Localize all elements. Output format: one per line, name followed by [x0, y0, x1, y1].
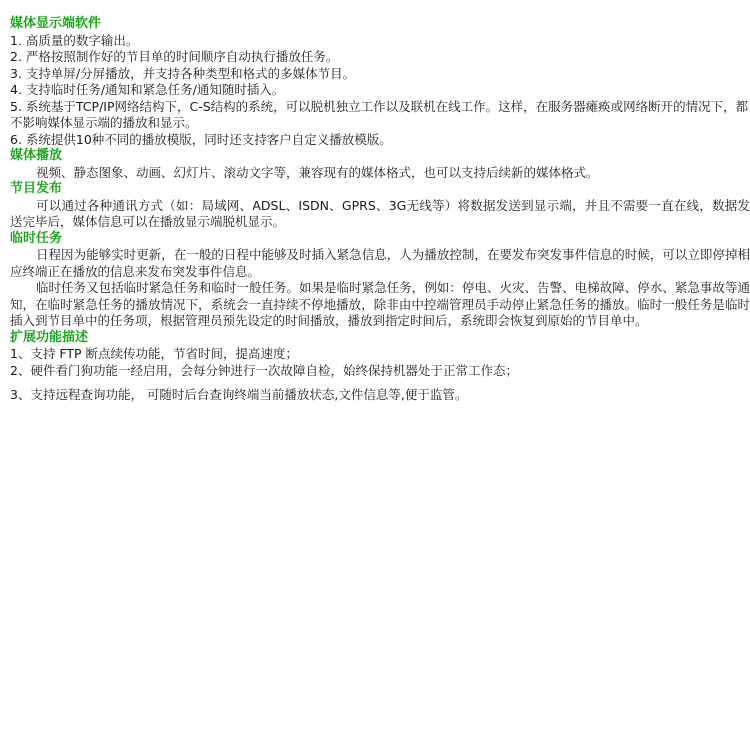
software-item-4: 4. 支持临时任务/通知和紧急任务/通知随时插入。 — [10, 82, 285, 97]
media-text: 视频、静态图象、动画、幻灯片、滚动文字等，兼容现有的媒体格式，也可以支持后续新的媒体格式。 — [36, 164, 599, 180]
extend-item-3: 3、支持远程查询功能， 可随时后台查询终端当前播放状态,文件信息等,便于监管。 — [10, 387, 468, 402]
heading-media: 媒体播放 — [10, 148, 63, 163]
publish-text: 可以通过各种通讯方式（如：局域网、ADSL、ISDN、GPRS、3G无线等）将数据发送到显示端，并且不需要一直在线，数据发送完毕后，媒体信息可以在播放显示端脱机显示。 — [10, 197, 750, 229]
software-item-6: 6. 系统提供10种不同的播放模版，同时还支持客户自定义播放模版。 — [10, 131, 392, 147]
software-item-3: 3. 支持单屏/分屏播放，并支持各种类型和格式的多媒体节目。 — [10, 65, 356, 81]
extend-item-1: 1、支持 FTP 断点续传功能，节省时间，提高速度； — [10, 346, 299, 361]
extend-item-2: 2、硬件看门狗功能一经启用，会每分钟进行一次故障自检，始终保持机器处于正常工作态； — [10, 362, 518, 378]
software-item-2: 2. 严格按照制作好的节目单的时间顺序自动执行播放任务。 — [10, 49, 339, 64]
heading-software: 媒体显示端软件 — [10, 16, 102, 31]
heading-publish: 节目发布 — [10, 181, 63, 196]
spacer — [10, 379, 750, 387]
software-item-5: 5. 系统基于TCP/IP网络结构下，C-S结构的系统，可以脱机独立工作以及联机在线工作。这样，在服务器瘫痪或网络断开的情况下，都不影响媒体显示端的播放和显示。 — [10, 98, 749, 130]
heading-extend: 扩展功能描述 — [10, 329, 89, 345]
temp-paragraph-2: 临时任务又包括临时紧急任务和临时一般任务。如果是临时紧急任务，例如：停电、火灾、告警、电梯故障、停水、紧急事故等通知，在临时紧急任务的播放情况下，系统会一直持续不停地播放，除非由中控端管理员手动停止紧急任务的播放。临时一般任务是临时插入到节目单中的任务项，根据管理员预先设定的时间播放，播放到指定时间后，系统即会恢复到原始的节目单中。 — [10, 280, 750, 328]
temp-paragraph-1: 日程因为能够实时更新，在一般的日程中能够及时插入紧急信息，人为播放控制，在要发布突发事件信息的时候，可以立即停掉相应终端正在播放的信息来发布突发事件信息。 — [10, 247, 750, 279]
heading-temp: 临时任务 — [10, 230, 63, 246]
software-item-1: 1. 高质量的数字输出。 — [10, 32, 139, 48]
